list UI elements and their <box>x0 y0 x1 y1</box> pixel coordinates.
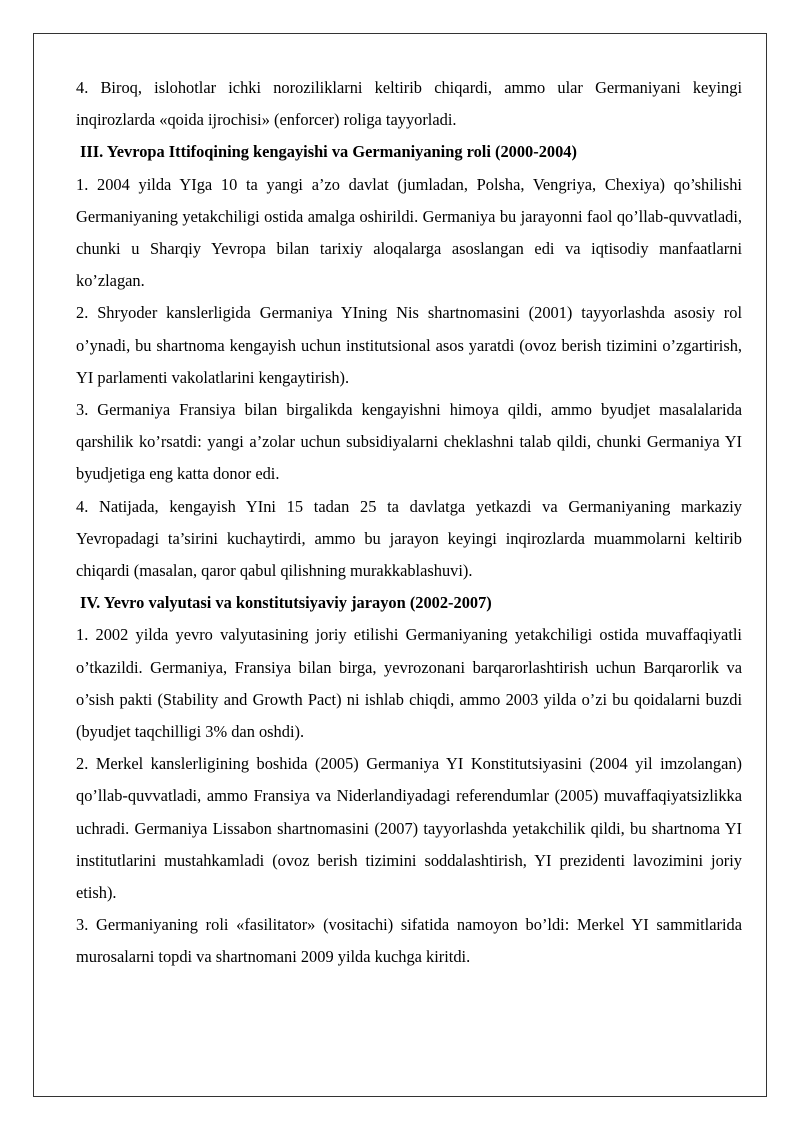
document-body <box>76 72 742 974</box>
paragraph-enlargement-result: 4. Natijada, kengayish YIni 15 tadan 25 ta davlatga yetkazdi va Germaniyaning markaziy Yevropadagi ta’sirini kuchaytirdi, ammo bu jarayon keyingi inqirozlarda muammolarni keltirib chiqardi (masalan, qaror qabul qilishning murakkablashuvi). <box>76 496 742 581</box>
paragraph-reform-outcome: 4. Biroq, islohotlar ichki noroziliklarni keltirib chiqardi, ammo ular Germaniyani keyingi inqirozlarda «qoida ijrochisi» (enforcer) roliga tayyorladi. <box>76 78 742 130</box>
paragraph-facilitator-role: 3. Germaniyaning roli «fasilitator» (vositachi) sifatida namoyon bo’ldi: Merkel YI sammitlarida murosalarni topdi va shartnomani 2009 yilda kuchga kiritdi. <box>76 915 742 967</box>
paragraph-nice-treaty: 2. Shryoder kanslerligida Germaniya YIning Nis shartnomasini (2001) tayyorlashda asosiy rol o’ynadi, bu shartnoma kengayish uchun institutsional asos yaratdi (ovoz berish tizimini o’zgartirish, YI parlamenti vakolatlarini kengaytirish). <box>76 303 742 387</box>
paragraph-budget-resistance: 3. Germaniya Fransiya bilan birgalikda kengayishni himoya qildi, ammo byudjet masalalarida qarshilik ko’rsatdi: yangi a’zolar uchun subsidiyalarni cheklashni talab qildi, chunki Germaniya YI byudjetiga eng katta donor edi. <box>76 400 742 484</box>
paragraph-2004-enlargement: 1. 2004 yilda YIga 10 ta yangi a’zo davlat (jumladan, Polsha, Vengriya, Chexiya) qo’shilishi Germaniyaning yetakchiligi ostida amalga oshirildi. Germaniya bu jarayonni faol qo’llab-quvvatladi, chunki u Sharqiy Yevropa bilan tarixiy aloqalarga asoslangan edi va iqtisodiy manfaatlarni ko’zlagan. <box>76 174 742 291</box>
paragraph-euro-introduction: 1. 2002 yilda yevro valyutasining joriy etilishi Germaniyaning yetakchiligi ostida muvaffaqiyatli o’tkazildi. Germaniya, Fransiya bilan birga, yevrozonani barqarorlashtirish uchun Barqarorlik va o’sish pakti (Stability and Growth Pact) ni ishlab chiqdi, ammo 2003 yilda o’zi bu qoidalarni buzdi (byudjet taqchilligi 3% dan oshdi). <box>76 625 742 742</box>
paragraph-eu-constitution: 2. Merkel kanslerligining boshida (2005) Germaniya YI Konstitutsiyasini (2004 yil imzolangan) qo’llab-quvvatladi, ammo Fransiya va Niderlandiyadagi referendumlar (2005) muvaffaqiyatsizlikka uchradi. Germaniya Lissabon shartnomasini (2007) tayyorlashda yetakchilik qildi, bu shartnoma YI institutlarini mustahkamladi (ovoz berish tizimini soddalashtirish, YI prezidenti lavozimini joriy etish). <box>76 754 742 903</box>
section-heading-euro-constitution: IV. Yevro valyutasi va konstitutsiyaviy jarayon (2002-2007) <box>80 593 492 613</box>
section-heading-eu-enlargement: III. Yevropa Ittifoqining kengayishi va Germaniyaning roli (2000-2004) <box>80 142 577 162</box>
